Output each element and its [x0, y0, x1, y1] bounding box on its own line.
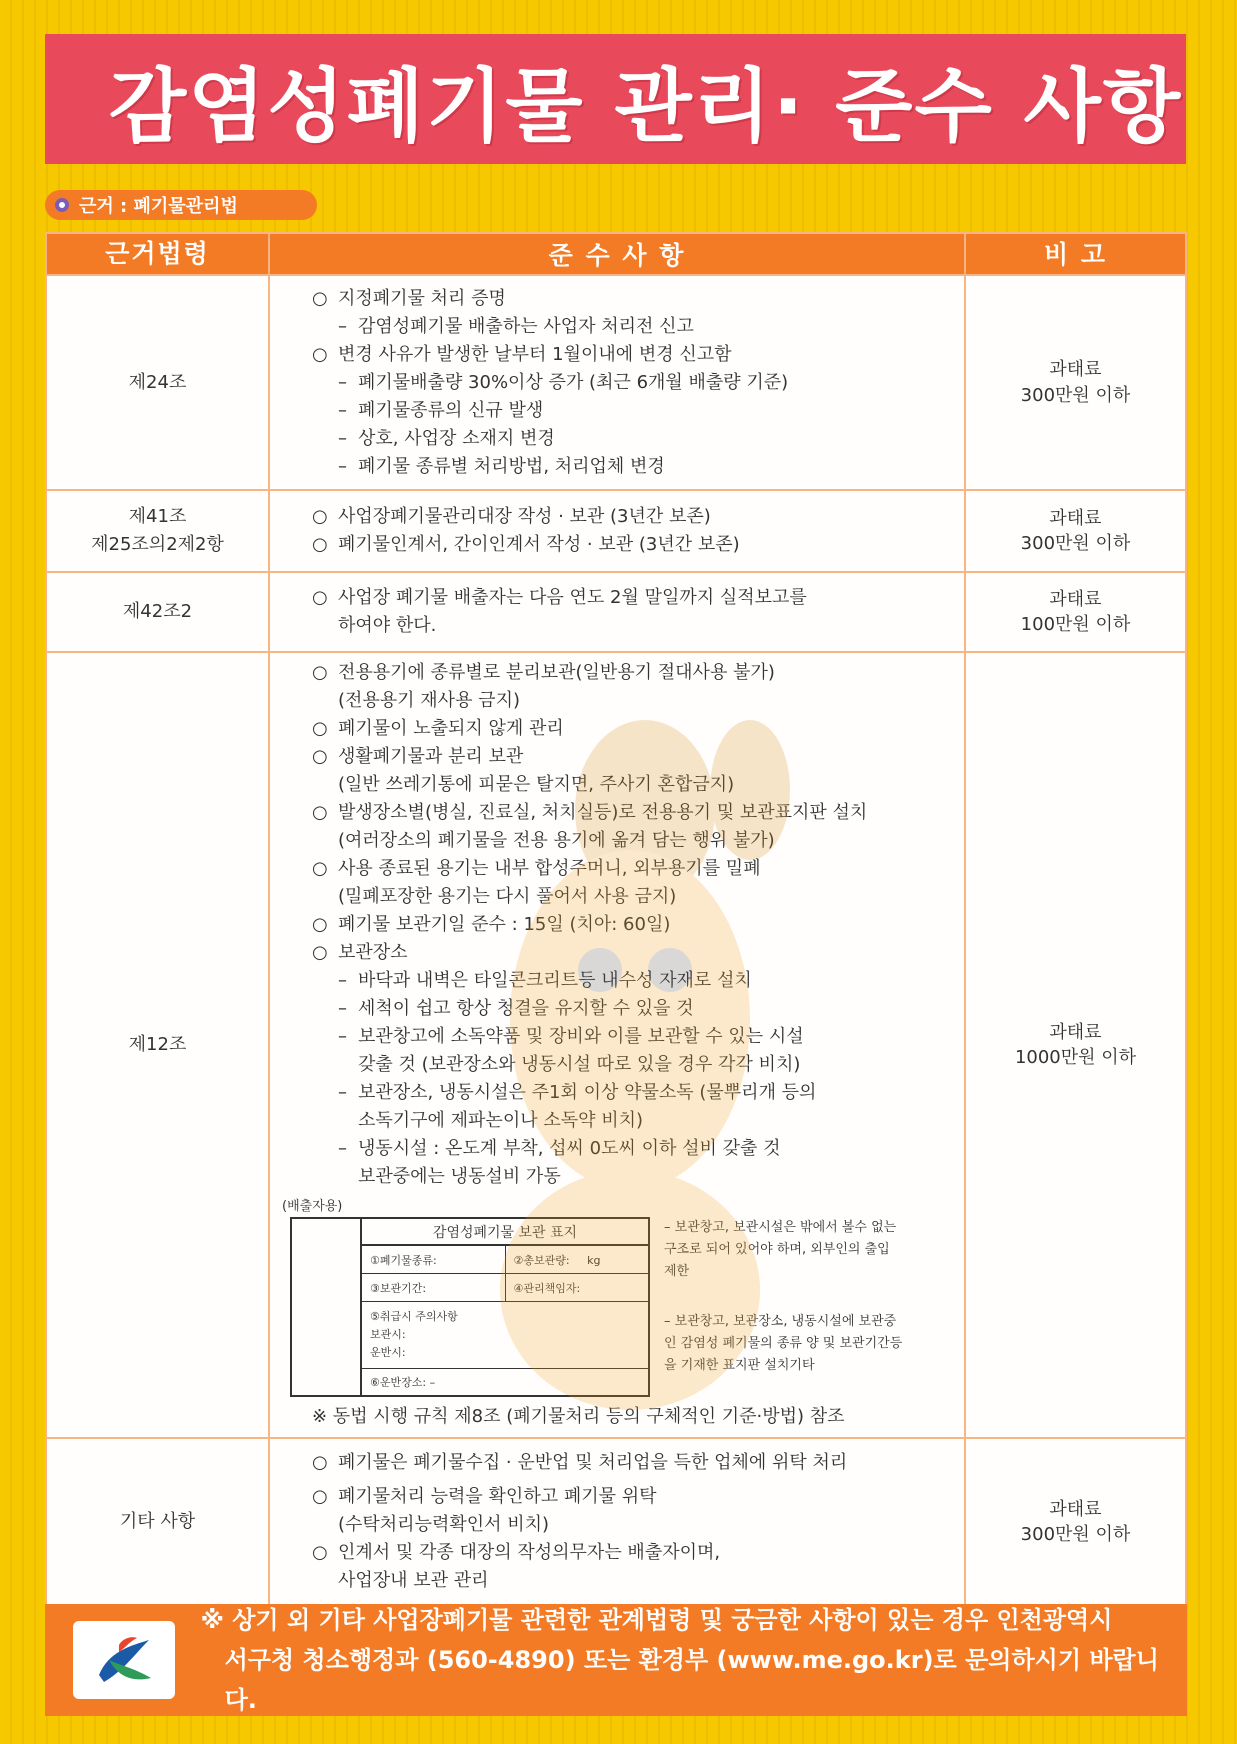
req-line: ○ 폐기물인계서, 간이인계서 작성 · 보관 (3년간 보존): [312, 531, 964, 559]
sign-note: – 보관창고, 보관시설은 밖에서 볼수 없는 구조로 되어 있어야 하며, 외부인의 출입 제한: [664, 1220, 897, 1279]
sign-notes: [664, 1217, 904, 1405]
note-line: 300만원 이하: [1020, 533, 1131, 554]
req-line: ○ 폐기물이 노출되지 않게 관리: [312, 715, 964, 743]
note-cell: [965, 572, 1186, 652]
law-cell: [46, 1438, 269, 1606]
law-cell: [46, 652, 269, 1438]
sign-caption: (배출자용): [282, 1199, 343, 1214]
sign-fields: [362, 1219, 648, 1395]
note-line: 과태료: [1049, 1021, 1102, 1043]
page-title: 감염성폐기물 관리· 준수 사항: [108, 59, 1183, 153]
req-line: – 폐기물배출량 30%이상 증가 (최근 6개월 배출량 기준): [312, 369, 964, 397]
req-line: – 바닥과 내벽은 타일콘크리트등 내수성 자재로 설치: [312, 967, 964, 995]
table-row: [46, 490, 1186, 572]
law-cell: [46, 275, 269, 490]
req-line: – 세척이 쉽고 항상 청결을 유지할 수 있을 것: [312, 995, 964, 1023]
note-line: 300만원 이하: [1020, 1524, 1131, 1545]
req-line: ○ 변경 사유가 발생한 날부터 1월이내에 변경 신고함: [312, 341, 964, 369]
table-header-row: [46, 233, 1186, 275]
footer-banner: [45, 1604, 1187, 1716]
sign-field: ③보관기간:: [370, 1282, 427, 1295]
req-line: (밀폐포장한 용기는 다시 풀어서 사용 금지): [338, 886, 677, 907]
req-line: ○ 사용 종료된 용기는 내부 합성주머니, 외부용기를 밀폐: [312, 855, 964, 883]
req-line: (일반 쓰레기통에 피묻은 탈지면, 주사기 혼합금지): [338, 774, 735, 795]
note-cell: [965, 275, 1186, 490]
sign-row: [362, 1274, 648, 1302]
sign-field: 보관시:: [370, 1328, 406, 1341]
req-line: ○ 발생장소별(병실, 진료실, 처치실등)로 전용용기 및 보관표지판 설치: [312, 799, 964, 827]
note-cell: [965, 490, 1186, 572]
req-line: ○ 폐기물 보관기일 준수 : 15일 (치아: 60일): [312, 911, 964, 939]
storage-sign-example: [282, 1195, 964, 1405]
sign-left-panel: [292, 1219, 362, 1395]
note-line: 과태료: [1049, 1498, 1102, 1520]
footer-line: 서구청 청소행정과 (560-4890) 또는 환경부 (www.me.go.kr)로 문의하시기 바랍니다.: [224, 1646, 1159, 1714]
req-line: ○ 보관장소: [312, 939, 964, 967]
law-cell: [46, 490, 269, 572]
header-law: 근거법령: [46, 233, 269, 275]
law-cell: [46, 572, 269, 652]
sign-field-with-unit: [505, 1246, 649, 1273]
footer-line: ※ 상기 외 기타 사업장폐기물 관련한 관계법령 및 궁금한 사항이 있는 경우 인천광역시: [200, 1606, 1113, 1634]
req-line: ○ 지정폐기물 처리 증명: [312, 285, 964, 313]
requirements-table: [45, 232, 1187, 1607]
sign-field: ⑥운반장소: –: [370, 1376, 436, 1389]
req-line: 보관중에는 냉동설비 가동: [358, 1166, 561, 1187]
sign-field: ⑤취급시 주의사항: [370, 1310, 458, 1323]
note-line: 100만원 이하: [1020, 614, 1131, 635]
note-cell: [965, 1438, 1186, 1606]
reference-note: ※ 동법 시행 규칙 제8조 (폐기물처리 등의 구체적인 기준·방법) 참조: [312, 1406, 845, 1427]
req-line: ○ 폐기물처리 능력을 확인하고 폐기물 위탁: [312, 1483, 964, 1511]
basis-text: 근거 : 폐기물관리법: [79, 196, 238, 217]
requirements-cell: [269, 490, 965, 572]
title-banner: [45, 34, 1186, 164]
table-row: [46, 652, 1186, 1438]
footer-notice: [201, 1600, 1187, 1720]
requirements-cell: [269, 1438, 965, 1606]
storage-sign-box: [290, 1217, 650, 1397]
note-line: 과태료: [1049, 359, 1102, 381]
req-line: – 폐기물종류의 신규 발생: [312, 397, 964, 425]
req-line: (수탁처리능력확인서 비치): [338, 1514, 550, 1535]
req-line: – 냉동시설 : 온도계 부착, 섭씨 0도씨 이하 설비 갖출 것: [312, 1135, 964, 1163]
req-line: 소독기구에 제파논이나 소독약 비치): [358, 1110, 644, 1131]
req-line: ○ 인계서 및 각종 대장의 작성의무자는 배출자이며,: [312, 1539, 964, 1567]
sign-field: ②총보관량:: [513, 1254, 570, 1267]
requirements-cell: [269, 275, 965, 490]
note-line: 과태료: [1049, 588, 1102, 610]
req-line: 사업장내 보관 관리: [338, 1570, 489, 1591]
table-row: [46, 1438, 1186, 1606]
req-line: (여러장소의 폐기물을 전용 용기에 옮겨 담는 행위 불가): [338, 830, 775, 851]
sign-caution-block: [362, 1302, 648, 1369]
note-line: 과태료: [1049, 507, 1102, 529]
basis-label: [45, 190, 317, 220]
req-line: – 폐기물 종류별 처리방법, 처리업체 변경: [312, 453, 964, 481]
table-row: [46, 275, 1186, 490]
bullet-dot-icon: [55, 198, 69, 212]
req-line: – 감염성폐기물 배출하는 사업자 처리전 신고: [312, 313, 964, 341]
header-requirements: 준 수 사 항: [269, 233, 965, 275]
sign-field: ④관리책임자:: [505, 1274, 649, 1301]
note-line: 1000만원 이하: [1014, 1047, 1137, 1068]
law-name: 제41조: [128, 506, 187, 528]
law-name: 제12조: [128, 1034, 187, 1056]
district-logo-icon: [73, 1621, 175, 1699]
law-name: 제25조의2제2항: [91, 534, 224, 555]
req-line: ○ 폐기물은 폐기물수집 · 운반업 및 처리업을 득한 업체에 위탁 처리: [312, 1449, 964, 1477]
law-name: 기타 사항: [119, 1511, 196, 1533]
sign-title: 감염성폐기물 보관 표지: [362, 1219, 648, 1246]
law-name: 제24조: [128, 371, 187, 393]
req-line: – 상호, 사업장 소재지 변경: [312, 425, 964, 453]
req-line: ○ 생활폐기물과 분리 보관: [312, 743, 964, 771]
requirements-cell: [269, 652, 965, 1438]
law-name: 제42조2: [122, 601, 193, 623]
req-line: 하여야 한다.: [338, 615, 437, 636]
req-line: ○ 사업장폐기물관리대장 작성 · 보관 (3년간 보존): [312, 503, 964, 531]
note-cell: [965, 652, 1186, 1438]
sign-row: [362, 1246, 648, 1274]
req-line: (전용용기 재사용 금지): [338, 690, 520, 711]
req-line: ○ 전용용기에 종류별로 분리보관(일반용기 절대사용 불가): [312, 659, 964, 687]
table-row: [46, 572, 1186, 652]
logo-mark: [89, 1630, 159, 1690]
header-note: 비 고: [965, 233, 1186, 275]
req-line: – 보관창고에 소독약품 및 장비와 이를 보관할 수 있는 시설: [312, 1023, 964, 1051]
requirements-cell: [269, 572, 965, 652]
req-line: 갖출 것 (보관장소와 냉동시설 따로 있을 경우 각각 비치): [358, 1054, 801, 1075]
req-line: – 보관장소, 냉동시설은 주1회 이상 약물소독 (물뿌리개 등의: [312, 1079, 964, 1107]
note-line: 300만원 이하: [1020, 384, 1131, 406]
sign-note: – 보관창고, 보관장소, 냉동시설에 보관중인 감염성 폐기물의 종류 양 및 보관기간등을 기재한 표지판 설치기타: [664, 1314, 903, 1373]
sign-field: 운반시:: [370, 1346, 406, 1359]
sign-unit: kg: [587, 1254, 601, 1267]
req-line: ○ 사업장 폐기물 배출자는 다음 연도 2월 말일까지 실적보고를: [312, 584, 964, 612]
sign-field: ①폐기물종류:: [370, 1254, 437, 1267]
